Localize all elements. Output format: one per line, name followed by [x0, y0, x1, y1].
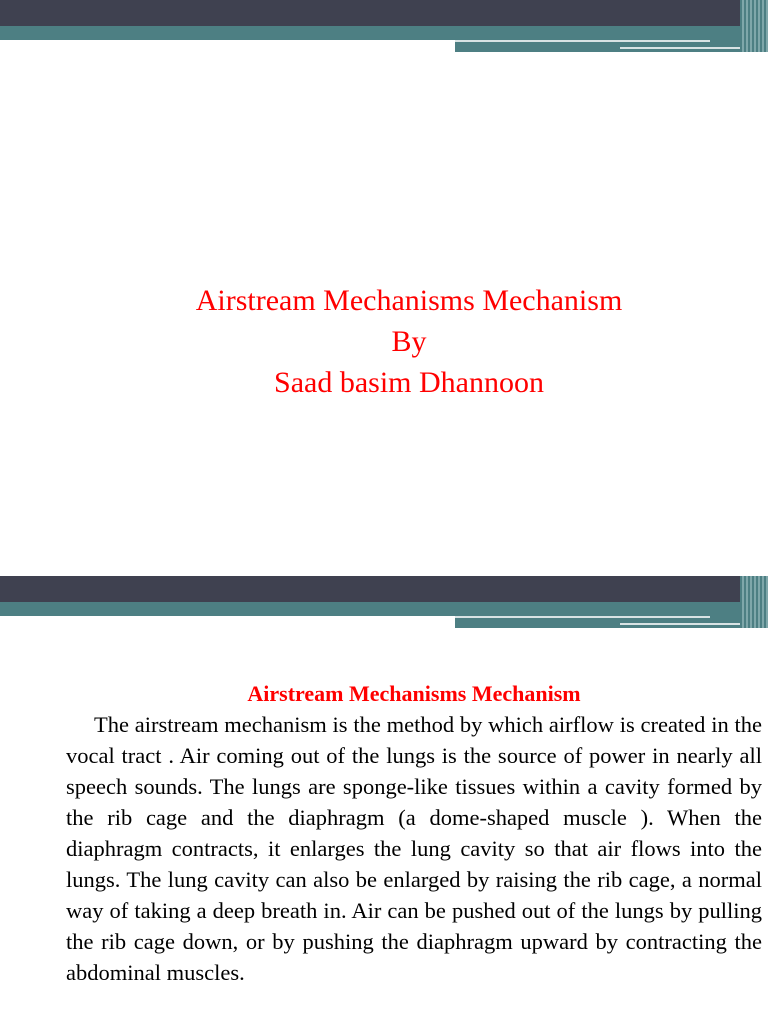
header-band-dark	[0, 576, 768, 602]
header-band	[0, 576, 768, 631]
slide-title: Airstream Mechanisms Mechanism	[195, 284, 623, 317]
header-band-line	[455, 40, 710, 42]
header-band-stripes	[740, 0, 768, 52]
header-band-dark	[0, 0, 768, 26]
slide-author: Saad basim Dhannoon	[274, 366, 544, 399]
title-block	[0, 280, 768, 403]
header-band-line	[455, 616, 710, 618]
header-band	[0, 0, 768, 55]
content-text-block	[66, 678, 762, 988]
slide-title-by: By	[391, 325, 427, 358]
content-paragraph: The airstream mechanism is the method by which airflow is created in the vocal tract . Air coming out of the lungs is the source of power in nearly all speech sounds. The lungs are sponge-like tissues within a cavity formed by the rib cage and the diaphragm (a dome-shaped muscle ). When the diaphragm contracts, it enlarges the lung cavity so that air flows into the lungs. The lung cavity can also be enlarged by raising the rib cage, a normal way of taking a deep breath in. Air can be pushed out of the lungs by pulling the rib cage down, or by pushing the diaphragm upward by contracting the abdominal muscles.	[66, 712, 762, 985]
content-heading: Airstream Mechanisms Mechanism	[247, 681, 581, 706]
header-band-line	[620, 47, 740, 49]
header-band-stripes	[740, 576, 768, 628]
header-band-line	[620, 623, 740, 625]
